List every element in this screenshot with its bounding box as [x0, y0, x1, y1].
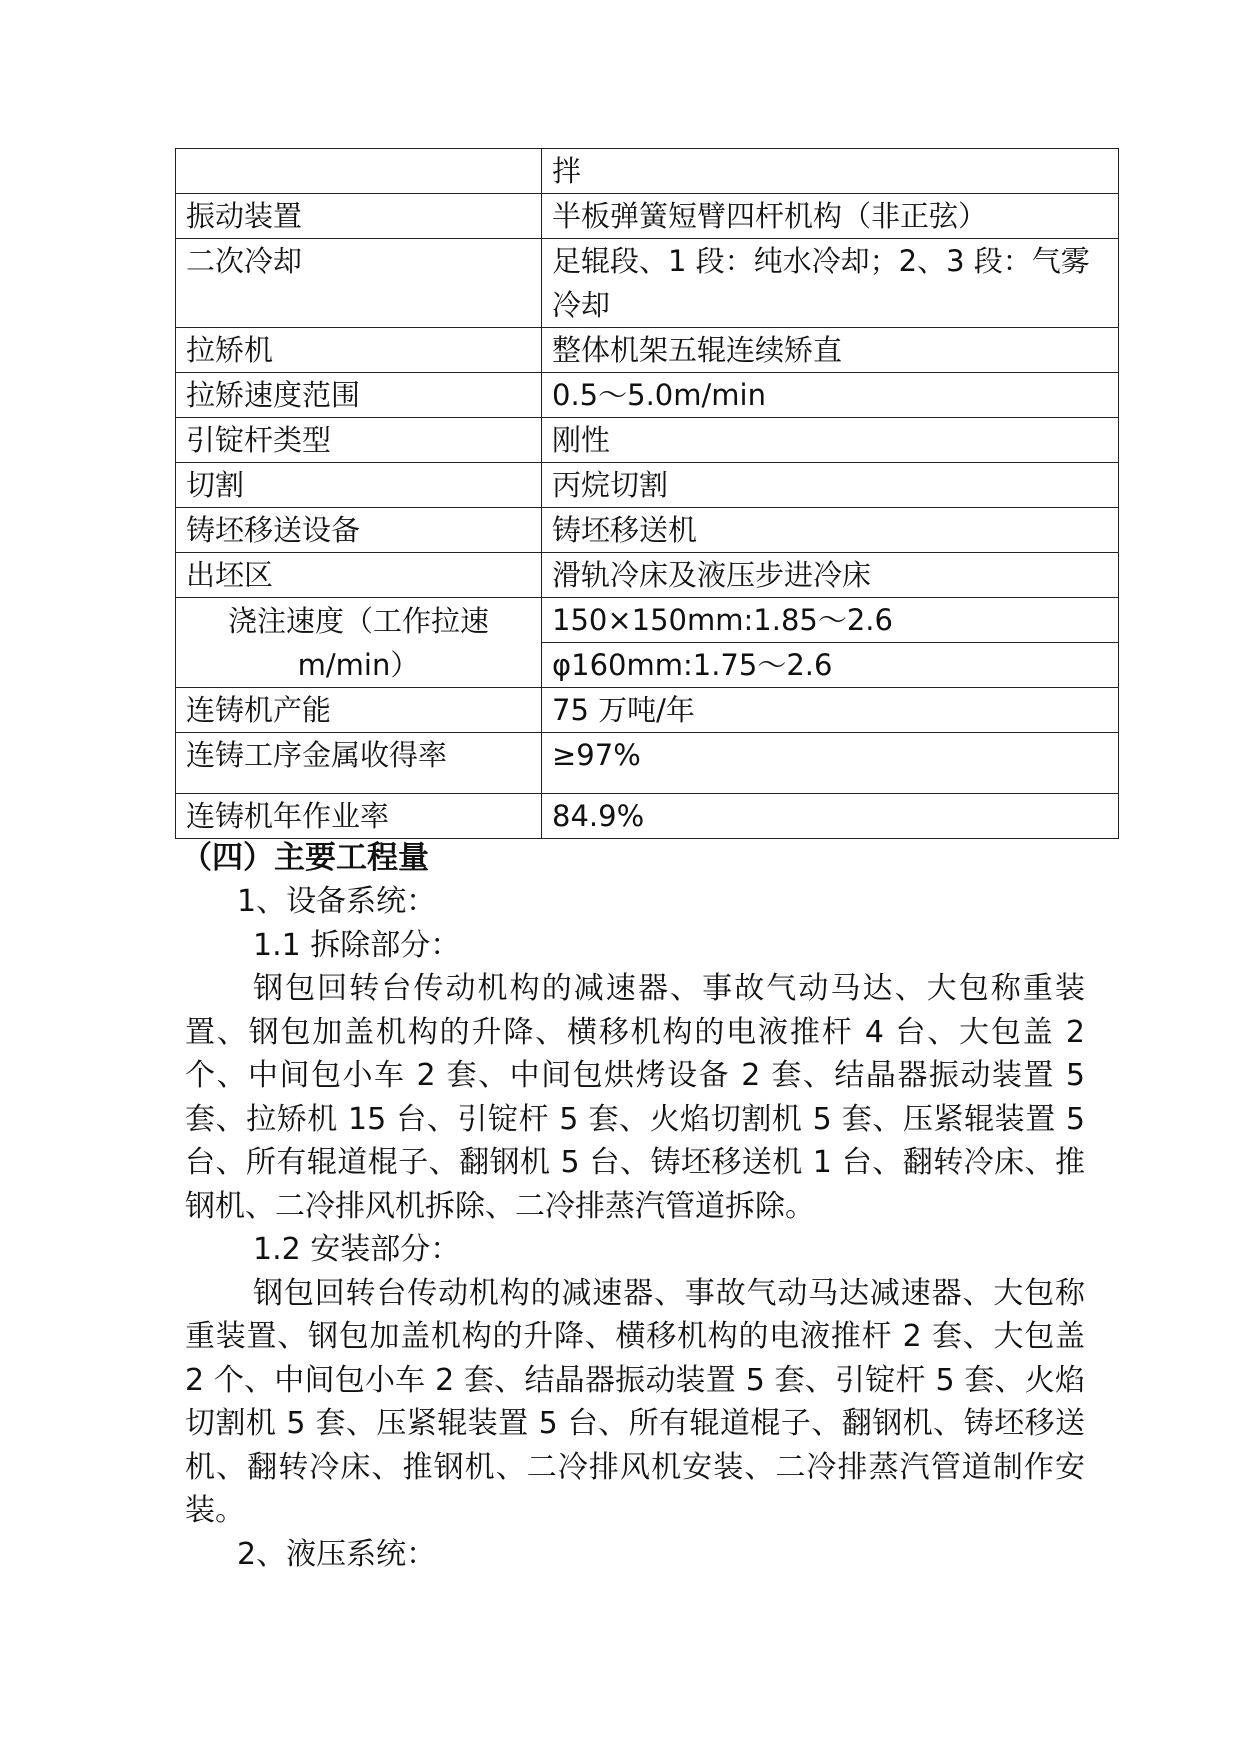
row-value: 0.5～5.0m/min — [542, 373, 1119, 418]
subheading-installation: 1.2 安装部分： — [253, 1232, 461, 1267]
row-label: 出坯区 — [176, 553, 542, 598]
row-label: 振动装置 — [176, 194, 542, 239]
row-value: 丙烷切割 — [542, 463, 1119, 508]
row-value: 足辊段、1 段：纯水冷却；2、3 段：气雾冷却 — [542, 239, 1119, 328]
table-row — [176, 463, 1119, 508]
paragraph-installation: 钢包回转台传动机构的减速器、事故气动马达减速器、大包称重装置、钢包加盖机构的升降、横移机构的电液推杆 2 套、大包盖 2 个、中间包小车 2 套、结晶器振动装置 5 套、引锭杆 5 套、火焰切割机 5 套、压紧辊装置 5 台、所有辊道棍子、翻钢机、铸坯移送机、翻转冷床、推钢机、二冷排风机安装、二冷排蒸汽管道制作安装。 — [185, 1275, 1085, 1528]
row-label: 拉矫速度范围 — [176, 373, 542, 418]
row-label: 二次冷却 — [176, 239, 542, 328]
row-label: 连铸机年作业率 — [176, 794, 542, 839]
subheading-hydraulic-system: 2、液压系统： — [237, 1536, 437, 1572]
subheading-equipment-system: 1、设备系统： — [237, 884, 437, 919]
section-heading: （四）主要工程量 — [181, 840, 429, 876]
row-label: 引锭杆类型 — [176, 418, 542, 463]
subheading-demolition: 1.1 拆除部分： — [253, 927, 461, 963]
spec-table — [175, 148, 1119, 839]
table-row — [176, 373, 1119, 418]
table-row — [176, 418, 1119, 463]
table-row — [176, 239, 1119, 328]
table-row — [176, 598, 1119, 643]
table-row — [176, 794, 1119, 839]
casting-speed-label: 浇注速度（工作拉速 m/min） — [176, 598, 542, 688]
table-row — [176, 508, 1119, 553]
paragraph-demolition: 钢包回转台传动机构的减速器、事故气动马达、大包称重装置、钢包加盖机构的升降、横移机构的电液推杆 4 台、大包盖 2 个、中间包小车 2 套、中间包烘烤设备 2 套、结晶器振动装置 5 套、拉矫机 15 台、引锭杆 5 套、火焰切割机 5 套、压紧辊装置 5 台、所有辊道棍子、翻钢机 5 台、铸坯移送机 1 台、翻转冷床、推钢机、二冷排风机拆除、二冷排蒸汽管道拆除。 — [185, 971, 1085, 1224]
row-value: 刚性 — [542, 418, 1119, 463]
row-value: 84.9% — [542, 794, 1119, 839]
row-value: 滑轨冷床及液压步进冷床 — [542, 553, 1119, 598]
row-value: 铸坯移送机 — [542, 508, 1119, 553]
table-row — [176, 733, 1119, 794]
casting-speed-value: φ160mm:1.75～2.6 — [542, 643, 1119, 688]
row-value: 75 万吨/年 — [542, 688, 1119, 733]
row-value: ≥97% — [542, 733, 1119, 794]
table-row — [176, 553, 1119, 598]
table-row — [176, 149, 1119, 194]
table-row — [176, 688, 1119, 733]
casting-speed-value: 150×150mm:1.85～2.6 — [542, 598, 1119, 643]
table-row — [176, 328, 1119, 373]
row-label: 切割 — [176, 463, 542, 508]
row-label: 连铸工序金属收得率 — [176, 733, 542, 794]
row-value: 半板弹簧短臂四杆机构（非正弦） — [542, 194, 1119, 239]
document-body — [181, 836, 1085, 1576]
row-label: 连铸机产能 — [176, 688, 542, 733]
row-value: 整体机架五辊连续矫直 — [542, 328, 1119, 373]
row-label — [176, 149, 542, 194]
row-label: 铸坯移送设备 — [176, 508, 542, 553]
row-value: 拌 — [542, 149, 1119, 194]
row-label: 拉矫机 — [176, 328, 542, 373]
table-row — [176, 194, 1119, 239]
